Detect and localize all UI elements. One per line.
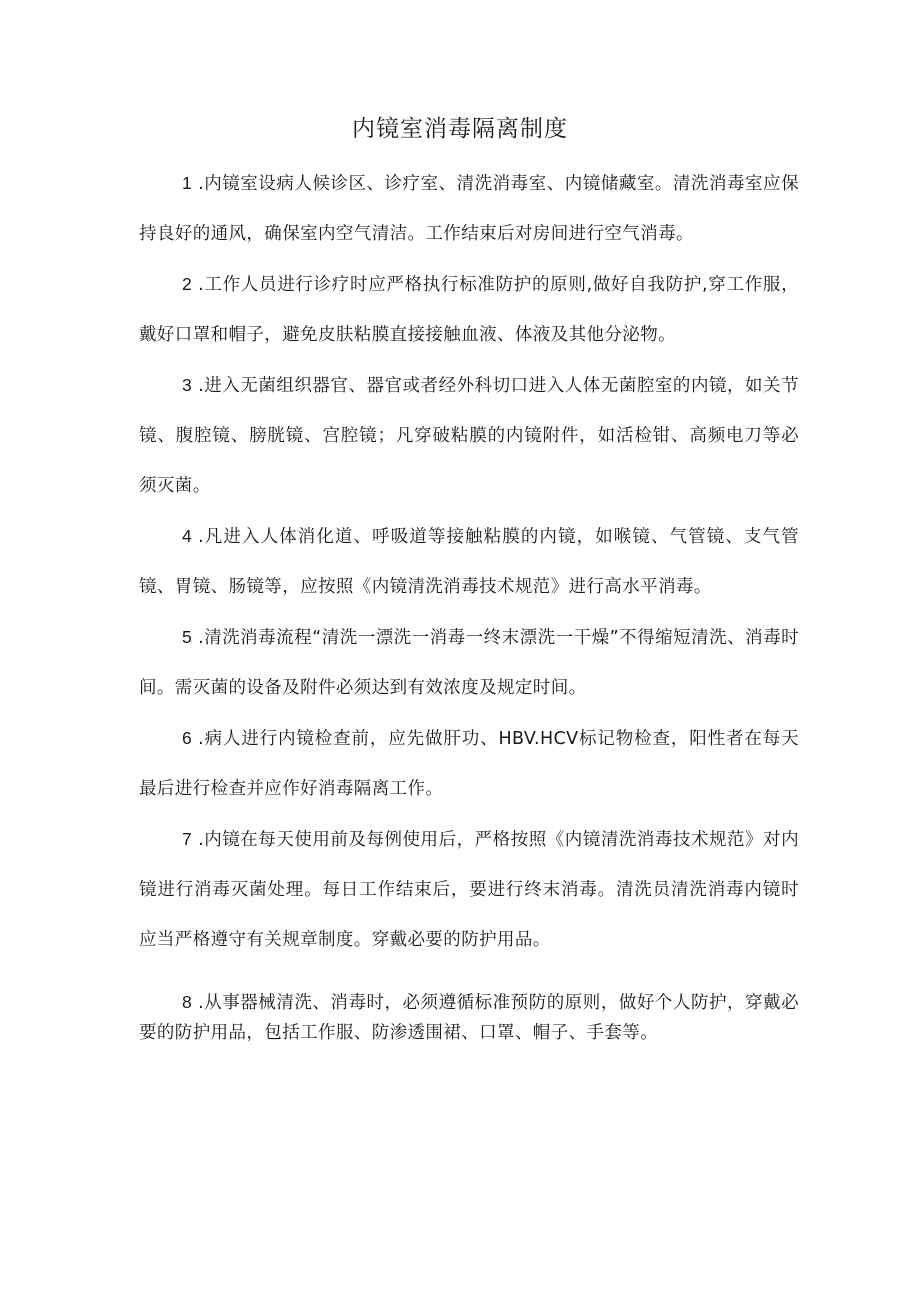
page-title: 内镜室消毒隔离制度 xyxy=(352,116,568,142)
paragraph-number: 6 xyxy=(182,728,193,748)
paragraph-number: 5 xyxy=(182,627,193,647)
document-body xyxy=(139,158,799,1048)
paragraph-number: 2 xyxy=(182,274,193,294)
paragraph-number: 8 xyxy=(182,992,193,1012)
paragraph-text: .内镜在每天使用前及每例使用后，严格按照《内镜清洗消毒技术规范》对内镜进行消毒灭菌处理。每日工作结束后，要进行终末消毒。清洗员清洗消毒内镜时应当严格遵守有关规章制度。穿戴必要的防护用品。 xyxy=(139,830,799,950)
paragraph-text: .工作人员进行诊疗时应严格执行标准防护的原则,做好自我防护,穿工作服，戴好口罩和帽子，避免皮肤粘膜直接接触血液、体液及其他分泌物。 xyxy=(139,275,799,345)
paragraph-text: .清洗消毒流程“清洗一漂洗一消毒一终末漂洗一干燥”不得缩短清洗、消毒时间。需灭菌的设备及附件必须达到有效浓度及规定时间。 xyxy=(139,628,799,698)
paragraph-text: .进入无菌组织器官、器官或者经外科切口进入人体无菌腔室的内镜，如关节镜、腹腔镜、膀胱镜、宫腔镜；凡穿破粘膜的内镜附件，如活检钳、高频电刀等必须灭菌。 xyxy=(139,376,799,496)
paragraph-number: 7 xyxy=(182,829,193,849)
paragraph-3 xyxy=(139,360,799,511)
paragraph-text: .内镜室设病人候诊区、诊疗室、清洗消毒室、内镜储藏室。清洗消毒室应保持良好的通风，确保室内空气清洁。工作结束后对房间进行空气消毒。 xyxy=(139,174,799,244)
paragraph-text: .凡进入人体消化道、呼吸道等接触粘膜的内镜，如喉镜、气管镜、支气管镜、胃镜、肠镜等，应按照《内镜清洗消毒技术规范》进行高水平消毒。 xyxy=(139,527,799,597)
paragraph-text: .从事器械清洗、消毒时，必须遵循标准预防的原则，做好个人防护，穿戴必要的防护用品，包括工作服、防渗透围裙、口罩、帽子、手套等。 xyxy=(139,993,799,1043)
paragraph-number: 3 xyxy=(182,375,193,395)
paragraph-number: 4 xyxy=(182,526,193,546)
paragraph-8 xyxy=(139,987,799,1048)
paragraph-6 xyxy=(139,713,799,814)
paragraph-5 xyxy=(139,612,799,713)
paragraph-7 xyxy=(139,814,799,965)
paragraph-text: .病人进行内镜检查前，应先做肝功、HBV.HCV标记物检查，阳性者在每天最后进行检查并应作好消毒隔离工作。 xyxy=(139,729,799,799)
paragraph-2 xyxy=(139,259,799,360)
paragraph-number: 1 xyxy=(182,173,193,193)
paragraph-1 xyxy=(139,158,799,259)
paragraph-4 xyxy=(139,511,799,612)
